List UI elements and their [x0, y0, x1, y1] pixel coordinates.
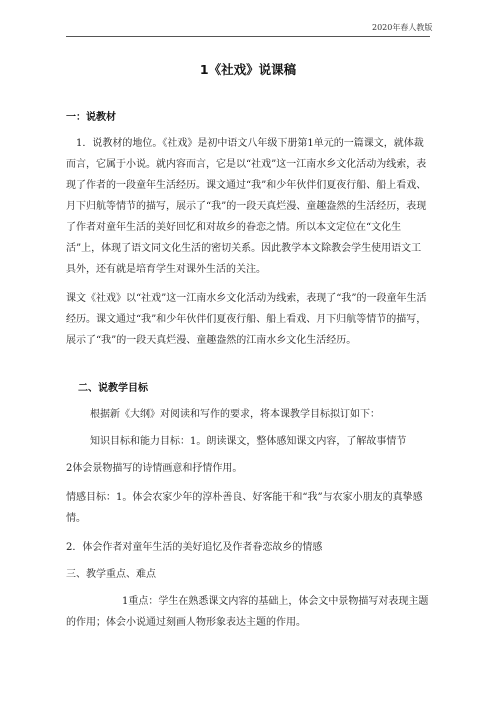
document-title: 1《社戏》说课稿	[199, 62, 297, 77]
section-heading-objectives: 二、说教学目标	[78, 383, 148, 394]
paragraph-textbook-status: 1．说教材的地位。《社戏》是初中语文八年级下册第1单元的一篇课文，就体裁而言，它属于小说。就内容而言，它是以“社戏”这一江南水乡文化活动为线索，表现了作者的一段童年生活经历。课文通过“我”和少年伙伴们夏夜行船、船上看戏、月下归航等情节的描写，展示了“我”的一段天真烂漫、童趣盎然的生活经历，表现了作者对童年生活的美好回忆和对故乡的眷恋之情。所以本文定位在“文化生活”上，体现了语文同文化生活的密切关系。因此教学本文除教会学生使用语文工具外，还有就是培育学生对课外生活的关注。	[66, 138, 427, 275]
paragraph-key-points: 1重点：学生在熟悉课文内容的基础上，体会文中景物描写对表现主题的作用；体会小说通过刻画人物形象表达主题的作用。	[66, 596, 429, 628]
page-header: 2020年春人教版	[372, 23, 433, 32]
subheading-key-points: 三、教学重点、难点	[66, 569, 156, 580]
header-divider	[66, 36, 430, 37]
paragraph-textbook-summary: 课文《社戏》以“社戏”这一江南水乡文化活动为线索，表现了“我”的一段童年生活经历。课文通过“我”和少年伙伴们夏夜行船、船上看戏、月下归航等情节的描写，展示了“我”的一段天真烂漫、童趣盎然的江南水乡文化生活经历。	[66, 293, 427, 346]
section-heading-textbook: 一：说教材	[66, 112, 116, 123]
paragraph-knowledge-goal: 知识目标和能力目标：1。朗读课文，整体感知课文内容，了解故事情节	[90, 436, 407, 447]
paragraph-emotion-goal: 情感目标：1。体会农家少年的淳朴善良、好客能干和“我”与农家小朋友的真挚感情。	[66, 492, 423, 524]
paragraph-emotion-goal-2: 2．体会作者对童年生活的美好追忆及作者眷恋故乡的情感	[66, 542, 323, 553]
paragraph-objectives-intro: 根据新《大纲》对阅读和写作的要求，将本课教学目标拟订如下：	[90, 409, 380, 420]
paragraph-knowledge-goal-2: 2体会景物描写的诗情画意和抒情作用。	[66, 463, 243, 474]
document-body	[66, 108, 430, 633]
